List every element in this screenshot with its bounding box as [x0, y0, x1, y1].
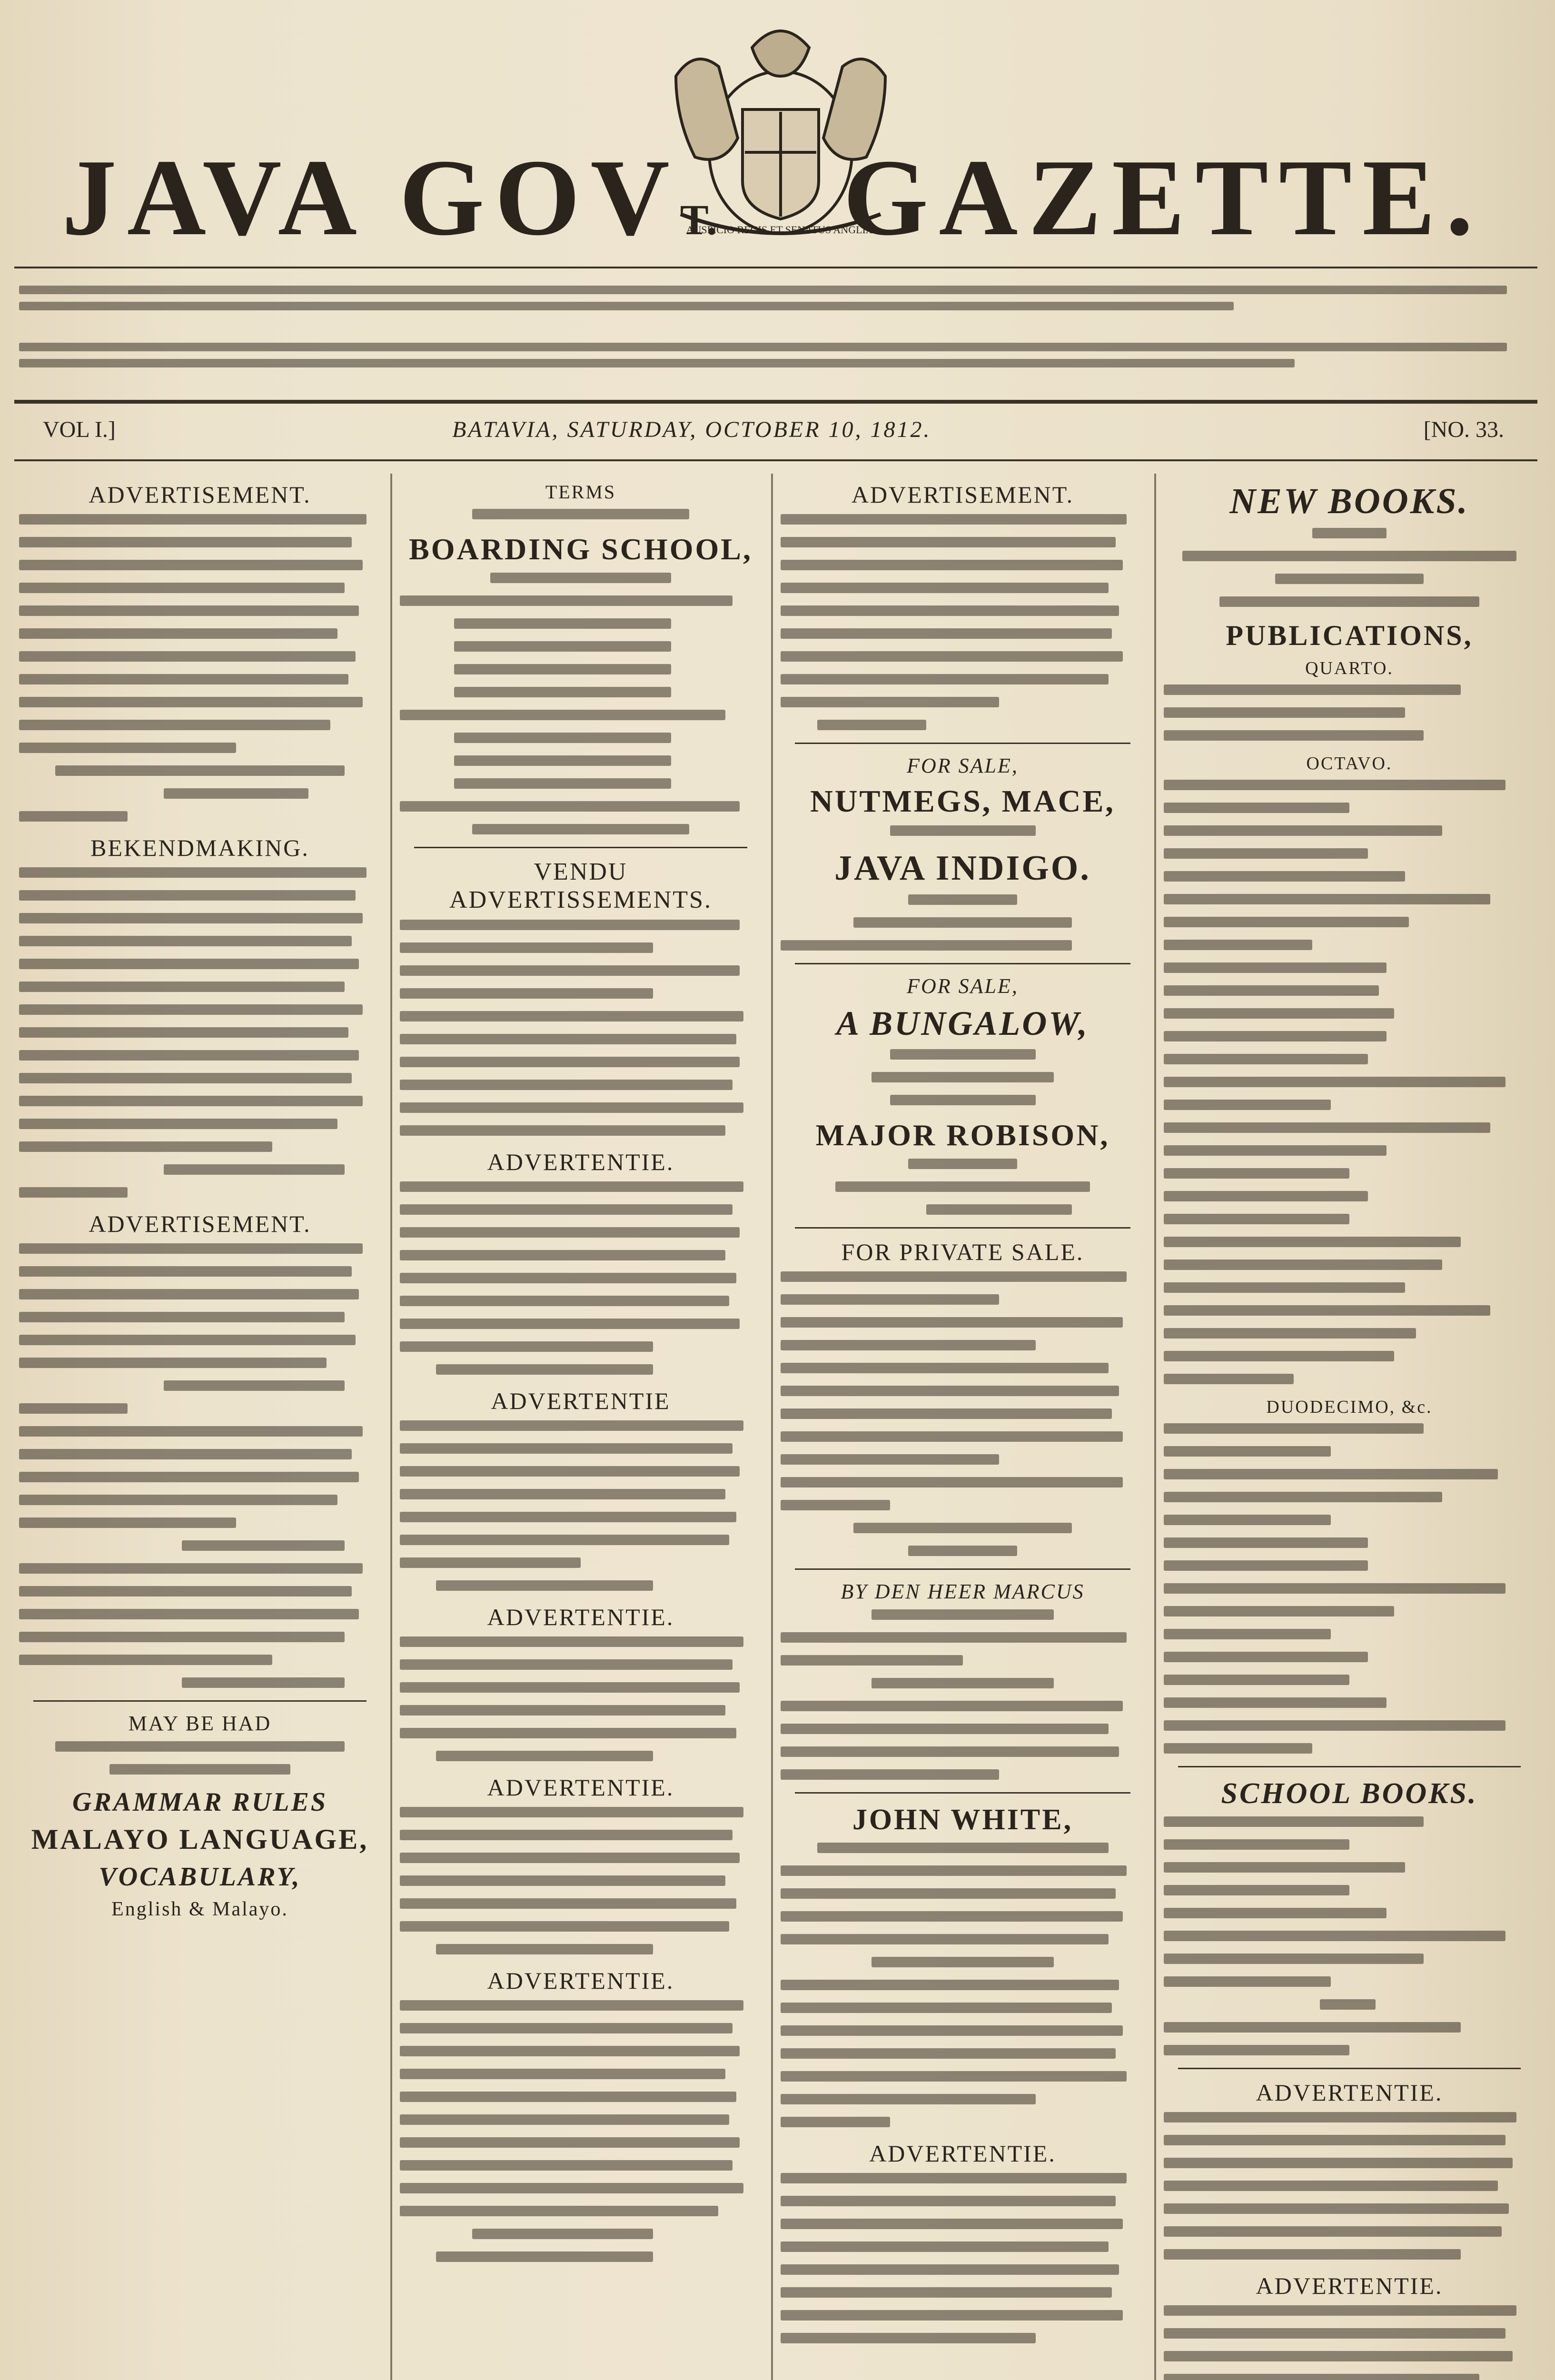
col3-heading-marcus: BY DEN HEER MARCUS [841, 1580, 1085, 1603]
col4-article-advertentie-2 [1164, 2305, 1535, 2380]
col1-article-3 [19, 1243, 381, 1688]
masthead-title-right: GAZETTE. [843, 137, 1484, 258]
dateline-rule-bottom [14, 459, 1537, 461]
col4-heading-new-books: NEW BOOKS. [1229, 481, 1469, 521]
column-separator [1154, 474, 1156, 2380]
col1-article-1 [19, 514, 381, 822]
col3-article-private-sale [781, 1271, 1145, 1556]
volume-label: VOL I.] [43, 417, 116, 442]
column-4 [1164, 481, 1535, 2380]
col3-heading-nutmegs: NUTMEGS, MACE, [810, 784, 1115, 819]
col3-article-advertentie [781, 2173, 1145, 2343]
column-3 [781, 481, 1145, 2380]
col3-heading-for-sale-2: FOR SALE, [907, 974, 1019, 998]
issue-number: [NO. 33. [1423, 417, 1504, 442]
col2-heading-terms: TERMS [545, 481, 616, 503]
column-separator [390, 474, 392, 2380]
column-1 [19, 481, 381, 2380]
col4-list-octavo [1164, 780, 1535, 1384]
col2-article-advertentie-1 [400, 1181, 762, 1375]
col3-heading-john-white: JOHN WHITE, [852, 1804, 1073, 1836]
col2-article-terms [400, 573, 762, 834]
col2-heading-advertentie-5: ADVERTENTIE. [487, 1967, 674, 1994]
col2-article-advertentie-4 [400, 1807, 762, 1954]
dateline [14, 416, 1537, 455]
col2-heading-advertentie-4: ADVERTENTIE. [487, 1774, 674, 1801]
col1-article-2 [19, 867, 381, 1198]
col2-heading-advertentie-1: ADVERTENTIE. [487, 1149, 674, 1175]
column-separator [771, 474, 773, 2380]
col2-heading-advertentie-3: ADVERTENTIE. [487, 1604, 674, 1630]
col1-heading-may-be-had: MAY BE HAD [128, 1712, 272, 1735]
col2-heading-vendu: VENDU ADVERTISSEMENTS. [449, 858, 712, 913]
col3-heading-private-sale: FOR PRIVATE SALE. [841, 1239, 1084, 1265]
col3-heading-major-robison: MAJOR ROBISON, [815, 1118, 1110, 1152]
col4-heading-octavo: OCTAVO. [1306, 754, 1393, 774]
col1-heading-malayo-language: MALAYO LANGUAGE, [31, 1824, 369, 1855]
col4-heading-school-books: SCHOOL BOOKS. [1221, 1777, 1478, 1810]
official-notice-english [19, 286, 1537, 318]
col1-heading-advertisement: ADVERTISEMENT. [89, 481, 311, 508]
col4-heading-duodecimo: DUODECIMO, &c. [1266, 1397, 1433, 1417]
col4-article-advertentie-1 [1164, 2112, 1535, 2260]
col2-article-advertentie-5 [400, 2000, 762, 2262]
masthead [0, 0, 1555, 267]
col1-heading-grammar-rules: GRAMMAR RULES [72, 1787, 327, 1817]
col3-article-wattleworth [781, 514, 1145, 730]
column-2 [400, 481, 762, 2380]
col4-list-duodecimo [1164, 1423, 1535, 1754]
col4-heading-quarto: QUARTO. [1305, 658, 1394, 678]
col3-heading-advertentie: ADVERTENTIE. [869, 2140, 1056, 2167]
col1-heading-bekendmaking: BEKENDMAKING. [90, 834, 309, 861]
col3-heading-for-sale: FOR SALE, [907, 754, 1019, 777]
col4-heading-advertentie-2: ADVERTENTIE. [1256, 2272, 1443, 2299]
col4-list-school-books [1164, 1816, 1535, 2055]
issue-date: BATAVIA, SATURDAY, OCTOBER 10, 1812. [452, 417, 931, 442]
col3-heading-advertisement: ADVERTISEMENT. [851, 481, 1074, 508]
col2-article-advertentie-2 [400, 1420, 762, 1591]
col2-article-advertentie-3 [400, 1636, 762, 1761]
col4-list-quarto [1164, 684, 1535, 741]
col3-article-john-white [781, 1843, 1145, 2127]
col2-article-vendu [400, 920, 762, 1136]
col2-heading-advertentie-2: ADVERTENTIE [491, 1388, 671, 1414]
col4-heading-advertentie-1: ADVERTENTIE. [1256, 2079, 1443, 2106]
col1-heading-advertisement-2: ADVERTISEMENT. [89, 1210, 311, 1237]
col4-heading-publications: PUBLICATIONS, [1226, 620, 1473, 651]
col3-heading-bungalow: A BUNGALOW, [836, 1004, 1089, 1042]
col3-heading-java-indigo: JAVA INDIGO. [834, 849, 1091, 888]
col2-heading-boarding-school: BOARDING SCHOOL, [409, 532, 753, 566]
dateline-rule-top [14, 400, 1537, 404]
masthead-rule [14, 267, 1537, 268]
svg-text:AUSPICIO REGIS ET SENATUS ANGL: AUSPICIO REGIS ET SENATUS ANGLIÆ [686, 224, 875, 236]
col1-heading-english-malayo: English & Malayo. [111, 1898, 288, 1920]
col3-article-marcus [781, 1609, 1145, 1780]
col1-heading-vocabulary: VOCABULARY, [99, 1862, 301, 1892]
masthead-title-left: JAVA GOVT. [62, 137, 718, 258]
official-notice-dutch [19, 343, 1537, 375]
